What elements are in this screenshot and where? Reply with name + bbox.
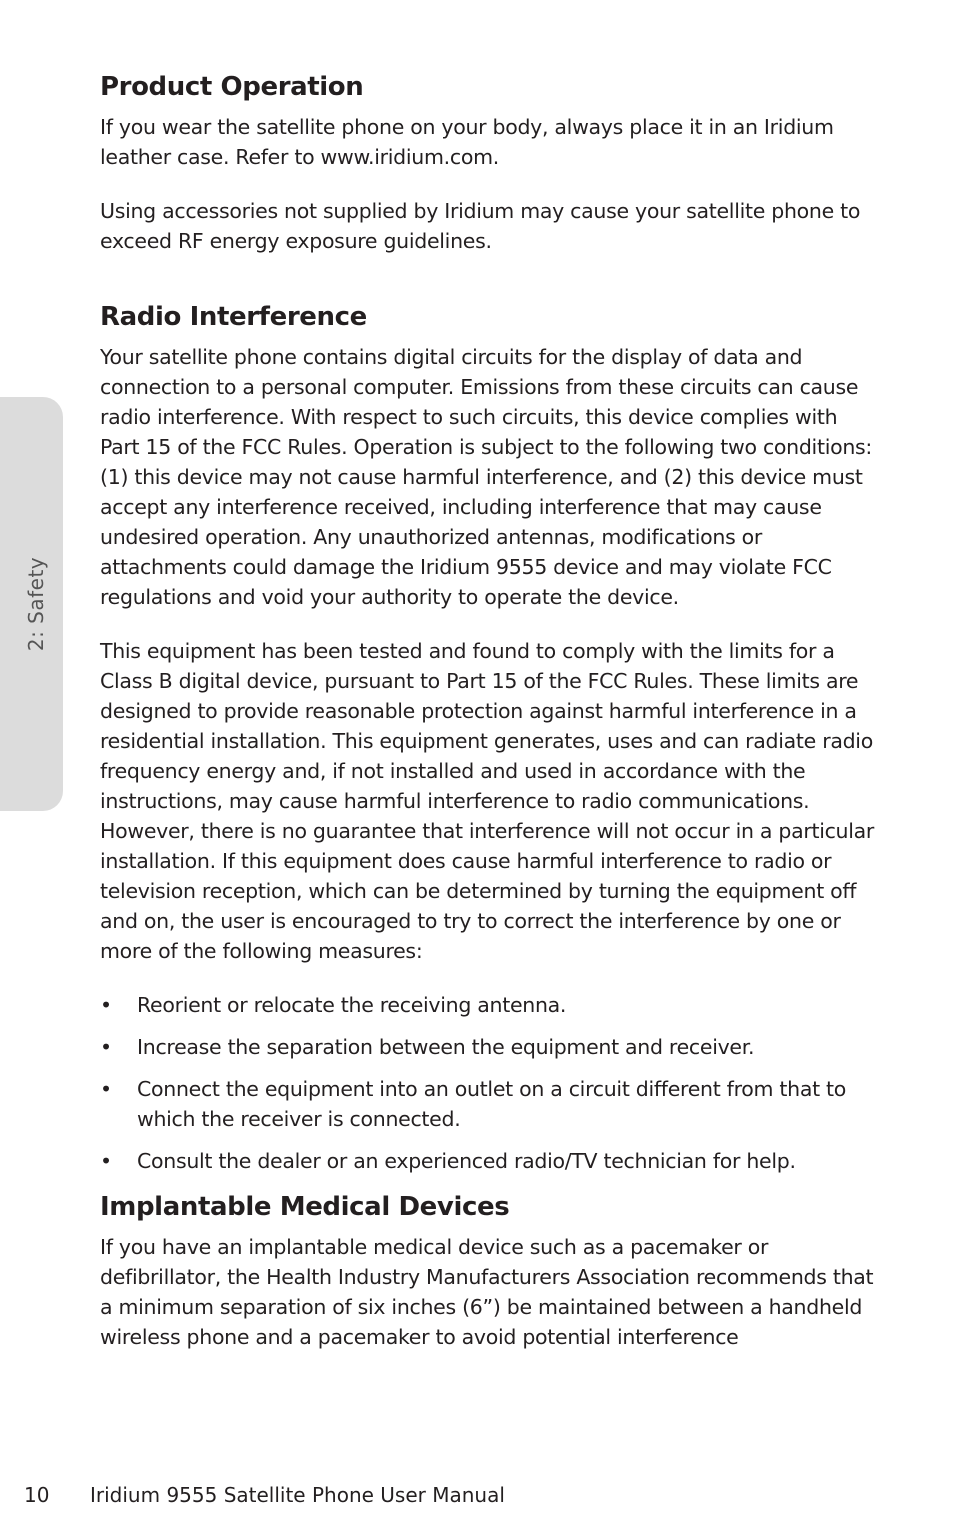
list-item: [100, 1032, 880, 1062]
section-heading: Radio Interference: [100, 302, 367, 332]
list-item: [100, 990, 880, 1020]
paragraph: This equipment has been tested and found to comply with the limits for a Class B digital device, pursuant to Part 15 of the FCC Rules. These limits are designed to provide reasonable protection against harmful interference in a residential installation. This equipment generates, uses and can radiate radio frequency energy and, if not installed and used in accordance with the instructions, may cause harmful interference to radio communications. However, there is no guarantee that interference will not occur in a particular installation. If this equipment does cause harmful interference to radio or television reception, which can be determined by turning the equipment off and on, the user is encouraged to try to correct the interference by one or more of the following measures:: [100, 639, 875, 963]
list-item-text: Reorient or relocate the receiving antenna.: [137, 993, 567, 1017]
page-content: [100, 70, 880, 1376]
bullet-marker: •: [100, 1077, 112, 1101]
list-item-text: Increase the separation between the equipment and receiver.: [137, 1035, 755, 1059]
section-implantable-medical-devices: [100, 1190, 880, 1352]
page-number: 10: [24, 1483, 50, 1507]
bullet-marker: •: [100, 1149, 112, 1173]
bullet-marker: •: [100, 1035, 112, 1059]
bullet-marker: •: [100, 993, 112, 1017]
section-product-operation: [100, 70, 880, 256]
section-radio-interference: [100, 300, 880, 1176]
section-heading: Implantable Medical Devices: [100, 1192, 510, 1222]
chapter-tab-label: 2: Safety: [24, 556, 48, 652]
list-item: [100, 1074, 880, 1134]
paragraph: Using accessories not supplied by Iridium may cause your satellite phone to exceed RF energy exposure guidelines.: [100, 199, 861, 253]
measures-list: [100, 990, 880, 1176]
manual-title: Iridium 9555 Satellite Phone User Manual: [90, 1483, 505, 1507]
list-item: [100, 1146, 880, 1176]
paragraph: If you have an implantable medical device such as a pacemaker or defibrillator, the Health Industry Manufacturers Association recommends that a minimum separation of six inches (6”) be maintained between a handheld wireless phone and a pacemaker to avoid potential interference: [100, 1235, 874, 1349]
page-footer: [24, 1482, 505, 1508]
list-item-text: Connect the equipment into an outlet on a circuit different from that to which the receiver is connected.: [137, 1077, 847, 1131]
list-item-text: Consult the dealer or an experienced radio/TV technician for help.: [137, 1149, 796, 1173]
section-heading: Product Operation: [100, 72, 364, 102]
paragraph: If you wear the satellite phone on your body, always place it in an Iridium leather case. Refer to www.iridium.com.: [100, 115, 834, 169]
paragraph: Your satellite phone contains digital circuits for the display of data and connection to a personal computer. Emissions from these circuits can cause radio interference. With respect to such circuits, this device complies with Part 15 of the FCC Rules. Operation is subject to the following two conditions: (1) this device may not cause harmful interference, and (2) this device must accept any interference received, including interference that may cause undesired operation. Any unauthorized antennas, modifications or attachments could damage the Iridium 9555 device and may violate FCC regulations and void your authority to operate the device.: [100, 345, 873, 609]
